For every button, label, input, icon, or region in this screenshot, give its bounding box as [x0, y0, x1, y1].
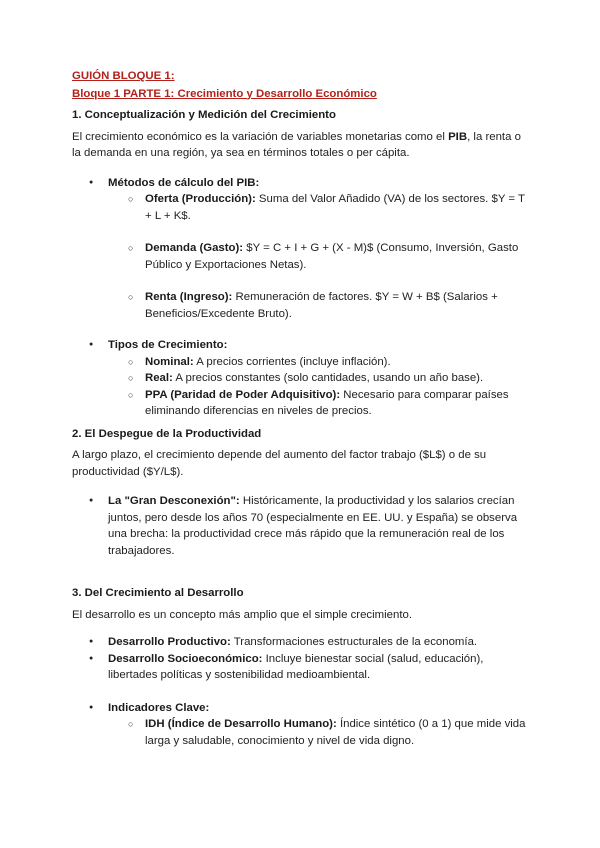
list-item: ○ Real: A precios constantes (solo cantidades, usando un año base). — [72, 370, 532, 387]
tipos-list — [72, 337, 532, 354]
list-item: ○ Nominal: A precios corrientes (incluye inflación). — [72, 354, 532, 371]
list-item: ○ PPA (Paridad de Poder Adquisitivo): Necesario para comparar países eliminando diferencias en niveles de precios. — [72, 387, 532, 420]
indicadores-sublist — [72, 716, 532, 749]
list-item: ● La "Gran Desconexión": Históricamente, la productividad y los salarios crecían juntos, pero desde los años 70 (especialmente en EE. UU. y España) se observa una brecha: la productividad crece más rápido que la remuneración real de los trabajadores. — [72, 493, 532, 559]
list-item: ● Tipos de Crecimiento: — [72, 337, 532, 354]
section-1-paragraph: El crecimiento económico es la variación de variables monetarias como el PIB, la renta o la demanda en una región, ya sea en términos totales o per cápita. — [72, 130, 521, 159]
metodos-sublist — [72, 191, 532, 322]
section-2-heading: 2. El Despegue de la Productividad — [72, 427, 262, 440]
section-2-paragraph: A largo plazo, el crecimiento depende del aumento del factor trabajo ($L$) o de su productividad ($Y/L$). — [72, 449, 487, 478]
list-item: ○ IDH (Índice de Desarrollo Humano): Índice sintético (0 a 1) que mide vida larga y saludable, conocimiento y nivel de vida digno. — [72, 716, 532, 749]
list-item: ○ Oferta (Producción): Suma del Valor Añadido (VA) de los sectores. $Y = T + L + K$. — [72, 191, 532, 224]
list-item: ● Indicadores Clave: — [72, 700, 532, 717]
section-3-paragraph: El desarrollo es un concepto más amplio que el simple crecimiento. — [72, 608, 412, 621]
productividad-list — [72, 493, 532, 559]
section-3-heading: 3. Del Crecimiento al Desarrollo — [72, 587, 244, 599]
list-item: ○ Renta (Ingreso): Remuneración de factores. $Y = W + B$ (Salarios + Beneficios/Excedente Bruto). — [72, 289, 532, 322]
list-item: ○ Demanda (Gasto): $Y = C + I + G + (X - M)$ (Consumo, Inversión, Gasto Público y Exportaciones Netas). — [72, 240, 532, 273]
indicadores-list — [72, 700, 532, 717]
section-1-heading: 1. Conceptualización y Medición del Crecimiento — [72, 109, 336, 121]
tipos-sublist — [72, 354, 532, 420]
doc-subtitle: Bloque 1 PARTE 1: Crecimiento y Desarrollo Económico — [72, 87, 377, 100]
doc-title: GUIÓN BLOQUE 1: — [72, 70, 175, 82]
list-item: ● Desarrollo Productivo: Transformaciones estructurales de la economía. — [72, 634, 532, 651]
list-item: ● Desarrollo Socioeconómico: Incluye bienestar social (salud, educación), libertades políticas y sostenibilidad medioambiental. — [72, 651, 532, 684]
list-item: ● Métodos de cálculo del PIB: — [72, 175, 532, 192]
document-page — [72, 68, 532, 749]
metodos-list — [72, 175, 532, 192]
desarrollo-list — [72, 634, 532, 684]
